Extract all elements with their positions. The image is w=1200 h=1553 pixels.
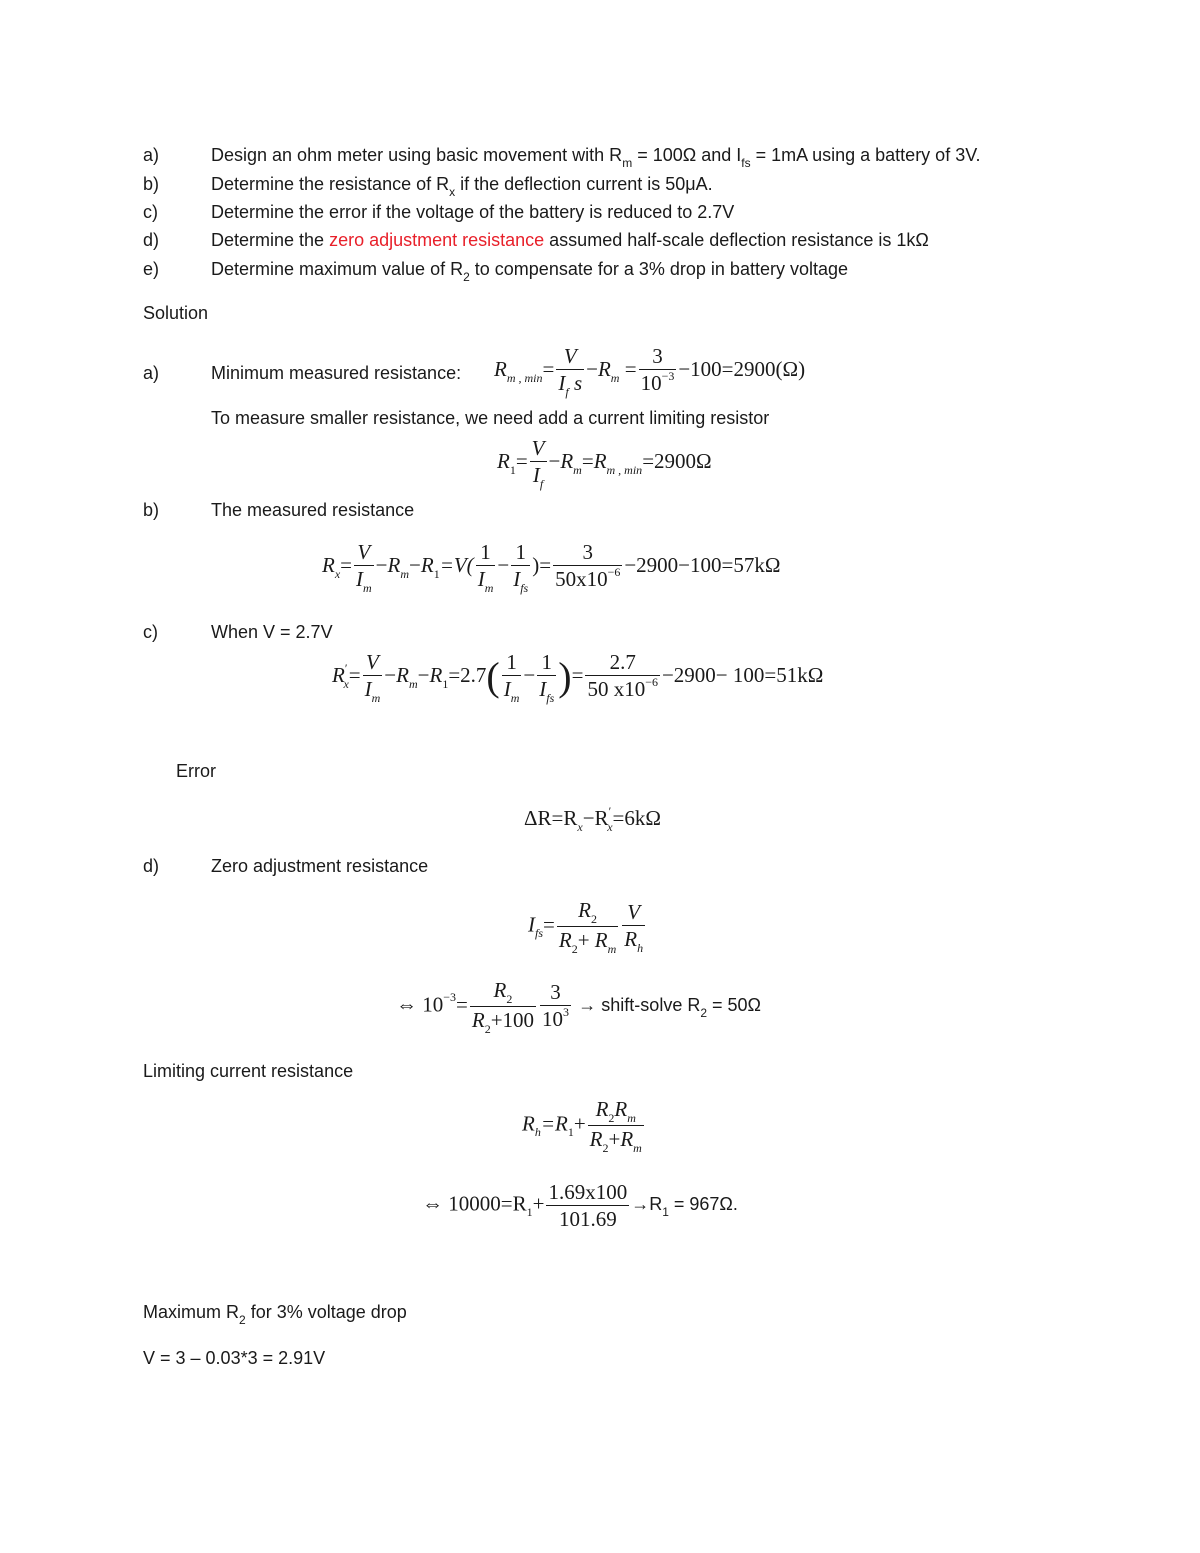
limit-heading: Limiting current resistance [143,1061,354,1081]
fraction: $\frac{V}{I_m}$ [364,650,381,705]
fraction: $\frac{1}{I_{fs}}$ [513,540,529,595]
equation-rh: $R_h=R_1+$ $\frac{R_2R_m}{R_2+R_m}$ [522,1097,642,1155]
voltage-line: V = 3 – 0.03*3 = 2.91V [143,1348,326,1368]
fraction: $\frac{V}{I_f s}$ [558,344,583,399]
fraction: $\frac{2.7}{50 x10^{-6}}$ [587,650,658,701]
fraction: $\frac{1}{I_m}$ [477,540,494,595]
question-e: e) Determine maximum value of $R_2$ to compensate for a 3% drop in battery voltage [143,259,849,284]
fraction: $\frac{3}{50x10^{-6}}$ [555,540,621,591]
fraction: $\frac{1}{I_m}$ [503,650,520,705]
equation-rx: $R_x=$ $\frac{V}{I_m}$ $-R_m-R_1=V$( $\frac{1}{I_m}$ − $\frac{1}{I_{fs}}$ )= $\frac{3}{50x10^{-6}}$ −2900−100=57kΩ [322,540,781,595]
fraction: $\frac{3}{10^{-3}}$ [640,344,675,395]
fraction: $\frac{R_2}{R_2+100}$ [471,978,535,1036]
equation-r1-solve: ⇔ $10000=R_1+$ $\frac{1.69x100}{101.69}$ $\to R_1 = 967\Omega$. [422,1180,738,1231]
solution-d-label: d) Zero adjustment resistance [143,856,429,876]
solution-b-label: b) The measured resistance [143,500,415,520]
equation-ifs: $I_{fs}=$ $\frac{R_2}{R_2+ R_m}$ $\frac{V}{R_h}$ [528,898,644,956]
fraction: $\frac{3}{10^3}$ [542,979,570,1031]
solution-c-label: c) When V = 2.7V [143,622,333,642]
highlighted-term: zero adjustment resistance [329,230,545,250]
equation-rm-min: $R_{m , min}=$ $\frac{V}{I_f s}$ $-R_m$ = $\frac{3}{10^{-3}}$ −100=2900(Ω) [494,344,806,399]
error-heading: Error [176,761,216,781]
equation-rx-prime: $R'_x=$ $\frac{V}{I_m}$ $-R_m-R_1=2.7$( $\frac{1}{I_m}$ − $\frac{1}{I_{fs}}$ )= $\frac{2.7}{50 x10^{-6}}$ −2900− 100=51kΩ [332,650,824,705]
max-r2-heading: Maximum $R_2$ for 3% voltage drop [143,1302,407,1327]
equation-r1: $R_1=$ $\frac{V}{I_f}$ $-R_m=R_{m , min}=2900\Omega$ [497,436,712,491]
fraction: $\frac{V}{I_f}$ [531,436,545,491]
fraction: $\frac{V}{I_m}$ [356,540,372,595]
r1-result: $\to R_1 = 967\Omega$. [631,1194,738,1220]
solution-heading: Solution [143,303,209,323]
fraction: $\frac{1}{I_{fs}}$ [539,650,555,705]
question-d: d) Determine the zero adjustment resistance assumed half-scale deflection resistance is 1kΩ [143,230,929,250]
question-c: c) Determine the error if the voltage of the battery is reduced to 2.7V [143,202,735,222]
fraction: $\frac{R_2R_m}{R_2+R_m}$ [589,1097,642,1155]
solution-a-note: To measure smaller resistance, we need add a current limiting resistor [211,408,770,428]
fraction: $\frac{R_2}{R_2+ R_m}$ [558,898,617,956]
question-a: a) Design an ohm meter using basic movement with $R_m = 100\Omega$ and $I_{fs} = 1mA$ using a battery of 3V. [143,145,981,170]
shift-solve-result: → shift-solve $R_2 = 50\Omega$ [578,995,762,1021]
solution-a-label: a) Minimum measured resistance: [143,363,462,383]
equation-delta-r: $\Delta R=R_x-R'_x=6k\Omega$ [524,804,661,834]
fraction: $\frac{V}{R_h}$ [624,899,644,955]
fraction: $\frac{1.69x100}{101.69}$ [548,1180,628,1231]
question-b: b) Determine the resistance of $R_x$ if the deflection current is 50μA. [143,174,713,199]
equation-ifs-numeric: ⇔ $10^{-3}=$ $\frac{R_2}{R_2+100}$ $\frac{3}{10^3}$ → shift-solve $R_2 = 50\Omega$ [396,978,762,1036]
